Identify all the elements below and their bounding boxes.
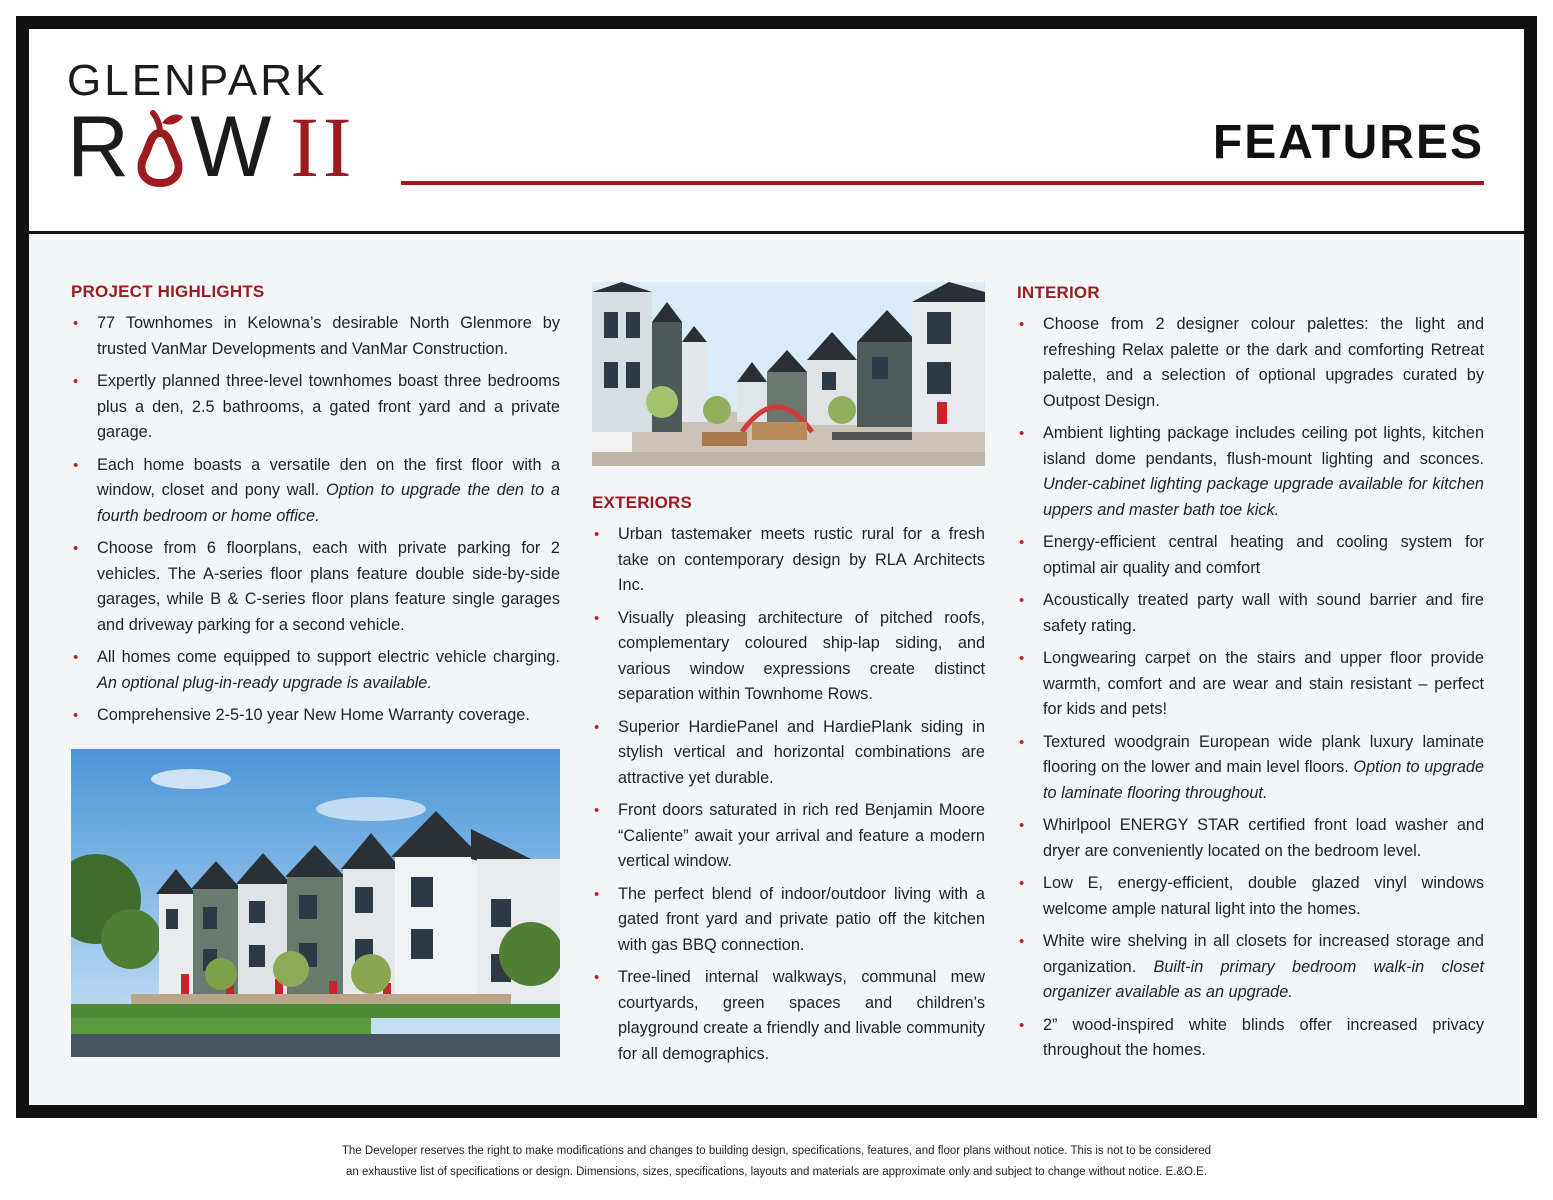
section-heading-exteriors: EXTERIORS: [592, 493, 693, 512]
list-item: [71, 536, 560, 638]
list-item: [71, 453, 560, 530]
list-item-text: Energy-efficient central heating and cooling system for optimal air quality and comfort: [1043, 533, 1484, 577]
townhome-exterior-photo: [71, 749, 560, 1057]
list-item: [592, 715, 985, 792]
list-item-upgrade-note: Under-cabinet lighting package upgrade available for kitchen uppers and master bath toe kick.: [1043, 475, 1484, 519]
list-item-text: Visually pleasing architecture of pitched roofs, complementary coloured ship-lap siding, and various window expressions create distinct separation within Townhome Rows.: [618, 608, 985, 703]
interior-list: [1017, 312, 1484, 1064]
list-item: [1017, 646, 1484, 723]
courtyard-playground-photo: [592, 282, 985, 466]
logo-letter-r: R: [67, 99, 131, 195]
list-item-text: Front doors saturated in rich red Benjamin Moore “Caliente” await your arrival and feature a modern vertical window.: [618, 801, 985, 870]
logo-letter-w: W: [190, 99, 273, 195]
list-item-text: Textured woodgrain European wide plank luxury laminate flooring on the lower and main level floors.: [1043, 732, 1484, 776]
list-item: [1017, 1013, 1484, 1064]
list-item: [592, 882, 985, 959]
exteriors-column: [592, 234, 985, 1074]
list-item-text: Ambient lighting package includes ceiling pot lights, kitchen island dome pendants, flush-mount lighting and sconces.: [1043, 424, 1484, 468]
list-item-text: Comprehensive 2-5-10 year New Home Warranty coverage.: [97, 706, 530, 724]
logo-numeral: II: [290, 99, 356, 195]
exteriors-list: [592, 522, 985, 1067]
title-underline: [401, 181, 1484, 185]
list-item-text: Each home boasts a versatile den on the first floor with a window, closet and pony wall.: [97, 455, 560, 499]
list-item-text: 77 Townhomes in Kelowna’s desirable North Glenmore by trusted VanMar Developments and VanMar Construction.: [97, 314, 560, 358]
list-item-text: Tree-lined internal walkways, communal mew courtyards, green spaces and children’s playground create a friendly and livable community for all demographics.: [618, 968, 985, 1063]
disclaimer: [0, 1141, 1553, 1183]
list-item-upgrade-note: Option to upgrade to laminate flooring throughout.: [1043, 758, 1484, 802]
list-item-text: White wire shelving in all closets for increased storage and organization.: [1043, 932, 1484, 976]
list-item: [592, 798, 985, 875]
list-item-text: Expertly planned three-level townhomes boast three bedrooms plus a den, 2.5 bathrooms, a gated front yard and a private garage.: [97, 372, 560, 441]
logo-wordmark-bottom: [67, 99, 367, 195]
list-item: [592, 606, 985, 708]
list-item-text: The perfect blend of indoor/outdoor living with a gated front yard and private patio off the kitchen with gas BBQ connection.: [618, 884, 985, 954]
interior-column: [1017, 234, 1484, 1071]
list-item: [1017, 871, 1484, 922]
pear-icon: [131, 107, 189, 187]
list-item: [1017, 929, 1484, 1006]
list-item-text: Superior HardiePanel and HardiePlank siding in stylish vertical and horizontal combinations are attractive yet durable.: [618, 717, 985, 787]
disclaimer-line-1: The Developer reserves the right to make modifications and changes to building design, specifications, features, and floor plans without notice. This is not to be considered: [341, 1145, 1212, 1157]
list-item: [1017, 421, 1484, 523]
list-item: [1017, 530, 1484, 581]
disclaimer-line-2: an exhaustive list of specifications or design. Dimensions, sizes, specifications, layouts and materials are approximate only and subject to change without notice. E.&O.E.: [345, 1166, 1208, 1178]
list-item: [1017, 588, 1484, 639]
list-item-text: 2” wood-inspired white blinds offer increased privacy throughout the homes.: [1043, 1015, 1484, 1059]
list-item-upgrade-note: Option to upgrade the den to a fourth bedroom or home office.: [97, 481, 560, 525]
logo-wordmark-top: GLENPARK: [67, 56, 328, 105]
list-item-text: Acoustically treated party wall with sound barrier and fire safety rating.: [1043, 591, 1484, 635]
glenpark-row-logo: [67, 56, 367, 195]
list-item: [1017, 813, 1484, 864]
brochure-frame: [16, 16, 1537, 1118]
list-item-text: Choose from 2 designer colour palettes: the light and refreshing Relax palette or the dark and comforting Retreat palette, and a selection of optional upgrades curated by Outpost Design.: [1043, 315, 1484, 410]
project-highlights-list: [71, 311, 560, 729]
section-heading-project-highlights: PROJECT HIGHLIGHTS: [71, 282, 265, 301]
list-item: [592, 522, 985, 599]
list-item: [1017, 730, 1484, 807]
page-title: FEATURES: [1212, 116, 1484, 169]
list-item-text: Whirlpool ENERGY STAR certified front load washer and dryer are conveniently located on the bedroom level.: [1043, 816, 1484, 860]
list-item: [71, 369, 560, 446]
list-item: [1017, 312, 1484, 414]
section-heading-interior: INTERIOR: [1017, 283, 1100, 302]
list-item-text: Urban tastemaker meets rustic rural for a fresh take on contemporary design by RLA Architects Inc.: [618, 525, 985, 594]
list-item: [71, 645, 560, 696]
list-item: [71, 311, 560, 362]
header: [29, 29, 1524, 234]
list-item-text: All homes come equipped to support electric vehicle charging.: [97, 648, 560, 666]
list-item-text: Longwearing carpet on the stairs and upper floor provide warmth, comfort and are wear and stain resistant – perfect for kids and pets!: [1043, 649, 1484, 718]
list-item-upgrade-note: Built-in primary bedroom walk-in closet organizer available as an upgrade.: [1043, 957, 1484, 1001]
project-highlights-column: [71, 234, 560, 1057]
list-item: [592, 965, 985, 1067]
list-item-upgrade-note: An optional plug-in-ready upgrade is available.: [97, 673, 432, 692]
list-item-text: Choose from 6 floorplans, each with private parking for 2 vehicles. The A-series floor plans feature double side-by-side garages, while B & C-series floor plans feature single garages and driveway parking for a second vehicle.: [97, 539, 560, 634]
content-area: [29, 234, 1524, 1105]
list-item-text: Low E, energy-efficient, double glazed vinyl windows welcome ample natural light into the homes.: [1043, 874, 1484, 918]
list-item: [71, 703, 560, 729]
